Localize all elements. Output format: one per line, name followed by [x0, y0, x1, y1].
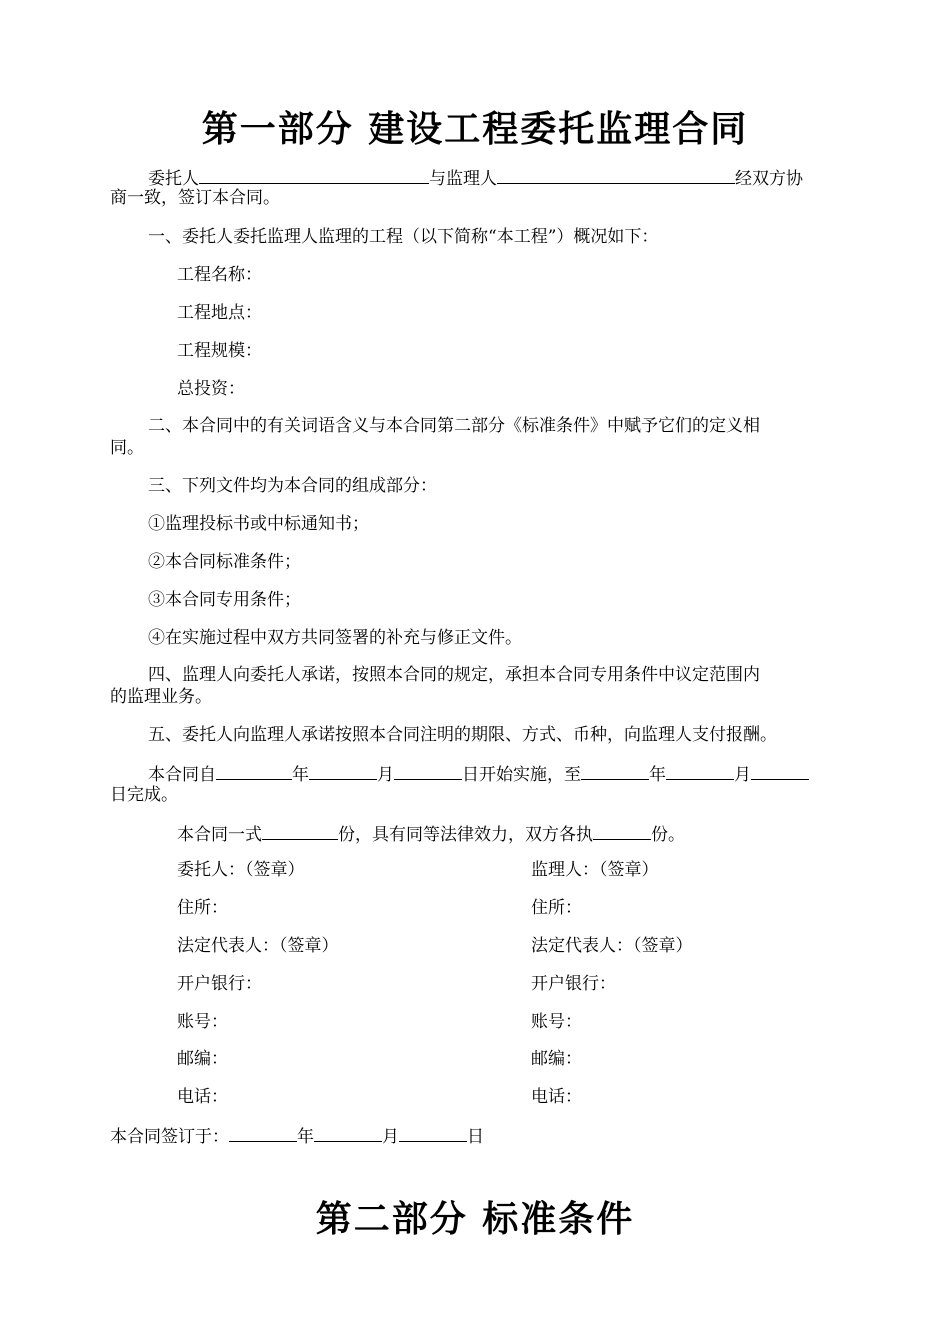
copies-count-blank	[262, 822, 338, 840]
document-item-2: ②本合同标准条件；	[148, 552, 301, 572]
project-scale-field: 工程规模：	[177, 341, 262, 361]
term-end-year-label: 年	[649, 765, 666, 785]
client-blank	[199, 166, 429, 184]
clause-2-line-1: 二、本合同中的有关词语含义与本合同第二部分《标准条件》中赋予它们的定义相	[148, 416, 760, 436]
term-year-label: 年	[292, 765, 309, 785]
end-day-blank	[751, 762, 809, 780]
signed-prefix: 本合同签订于：	[110, 1127, 229, 1147]
client-phone: 电话：	[177, 1087, 228, 1107]
project-name-field: 工程名称：	[177, 265, 262, 285]
copies-each-blank	[593, 822, 651, 840]
supervisor-blank	[497, 166, 735, 184]
start-year-blank	[216, 762, 292, 780]
term-line-2: 日完成。	[110, 785, 178, 805]
client-address: 住所：	[177, 898, 228, 918]
supervisor-phone: 电话：	[531, 1087, 582, 1107]
client-account: 账号：	[177, 1012, 228, 1032]
start-day-blank	[394, 762, 462, 780]
client-seal: 委托人：（签章）	[177, 860, 305, 880]
copies-suffix: 份。	[651, 825, 685, 845]
end-month-blank	[666, 762, 734, 780]
clause-3: 三、下列文件均为本合同的组成部分：	[148, 476, 437, 496]
clause-4-line-1: 四、监理人向委托人承诺，按照本合同的规定，承担本合同专用条件中议定范围内	[148, 665, 760, 685]
supervisor-address: 住所：	[531, 898, 582, 918]
clause-1: 一、委托人委托监理人监理的工程（以下简称“本工程”）概况如下：	[148, 227, 659, 247]
supervisor-account: 账号：	[531, 1012, 582, 1032]
supervisor-legal-rep: 法定代表人：（签章）	[531, 936, 693, 956]
term-start-label: 本合同自	[148, 765, 216, 785]
signed-month-label: 月	[382, 1127, 399, 1147]
start-month-blank	[309, 762, 377, 780]
term-month-label: 月	[377, 765, 394, 785]
client-bank: 开户银行：	[177, 974, 262, 994]
signed-day-blank	[399, 1124, 467, 1142]
term-begin-label: 日开始实施，至	[462, 765, 581, 785]
document-item-4: ④在实施过程中双方共同签署的补充与修正文件。	[148, 628, 522, 648]
supervisor-seal: 监理人：（签章）	[531, 860, 659, 880]
copies-prefix: 本合同一式	[177, 825, 262, 845]
signed-day-label: 日	[467, 1127, 484, 1147]
signed-month-blank	[314, 1124, 382, 1142]
project-location-field: 工程地点：	[177, 303, 262, 323]
document-item-1: ①监理投标书或中标通知书；	[148, 514, 369, 534]
clause-5: 五、委托人向监理人承诺按照本合同注明的期限、方式、币种，向监理人支付报酬。	[148, 725, 777, 745]
client-label: 委托人	[148, 169, 199, 189]
page-title: 第一部分 建设工程委托监理合同	[201, 109, 749, 150]
intro-line-2: 商一致，签订本合同。	[110, 188, 280, 208]
term-end-month-label: 月	[734, 765, 751, 785]
signed-date-line	[110, 1124, 484, 1148]
document-item-3: ③本合同专用条件；	[148, 590, 301, 610]
copies-line	[177, 822, 685, 846]
client-legal-rep: 法定代表人：（签章）	[177, 936, 339, 956]
supervisor-postcode: 邮编：	[531, 1049, 582, 1069]
intro-tail: 经双方协	[735, 169, 803, 189]
client-postcode: 邮编：	[177, 1049, 228, 1069]
term-line-1	[148, 762, 809, 786]
total-investment-field: 总投资：	[177, 379, 245, 399]
with-supervisor-label: 与监理人	[429, 169, 497, 189]
part-two-title: 第二部分 标准条件	[315, 1199, 635, 1240]
end-year-blank	[581, 762, 649, 780]
signed-year-label: 年	[297, 1127, 314, 1147]
clause-4-line-2: 的监理业务。	[110, 687, 212, 707]
supervisor-bank: 开户银行：	[531, 974, 616, 994]
copies-mid: 份，具有同等法律效力，双方各执	[338, 825, 593, 845]
signed-year-blank	[229, 1124, 297, 1142]
clause-2-line-2: 同。	[110, 438, 144, 458]
